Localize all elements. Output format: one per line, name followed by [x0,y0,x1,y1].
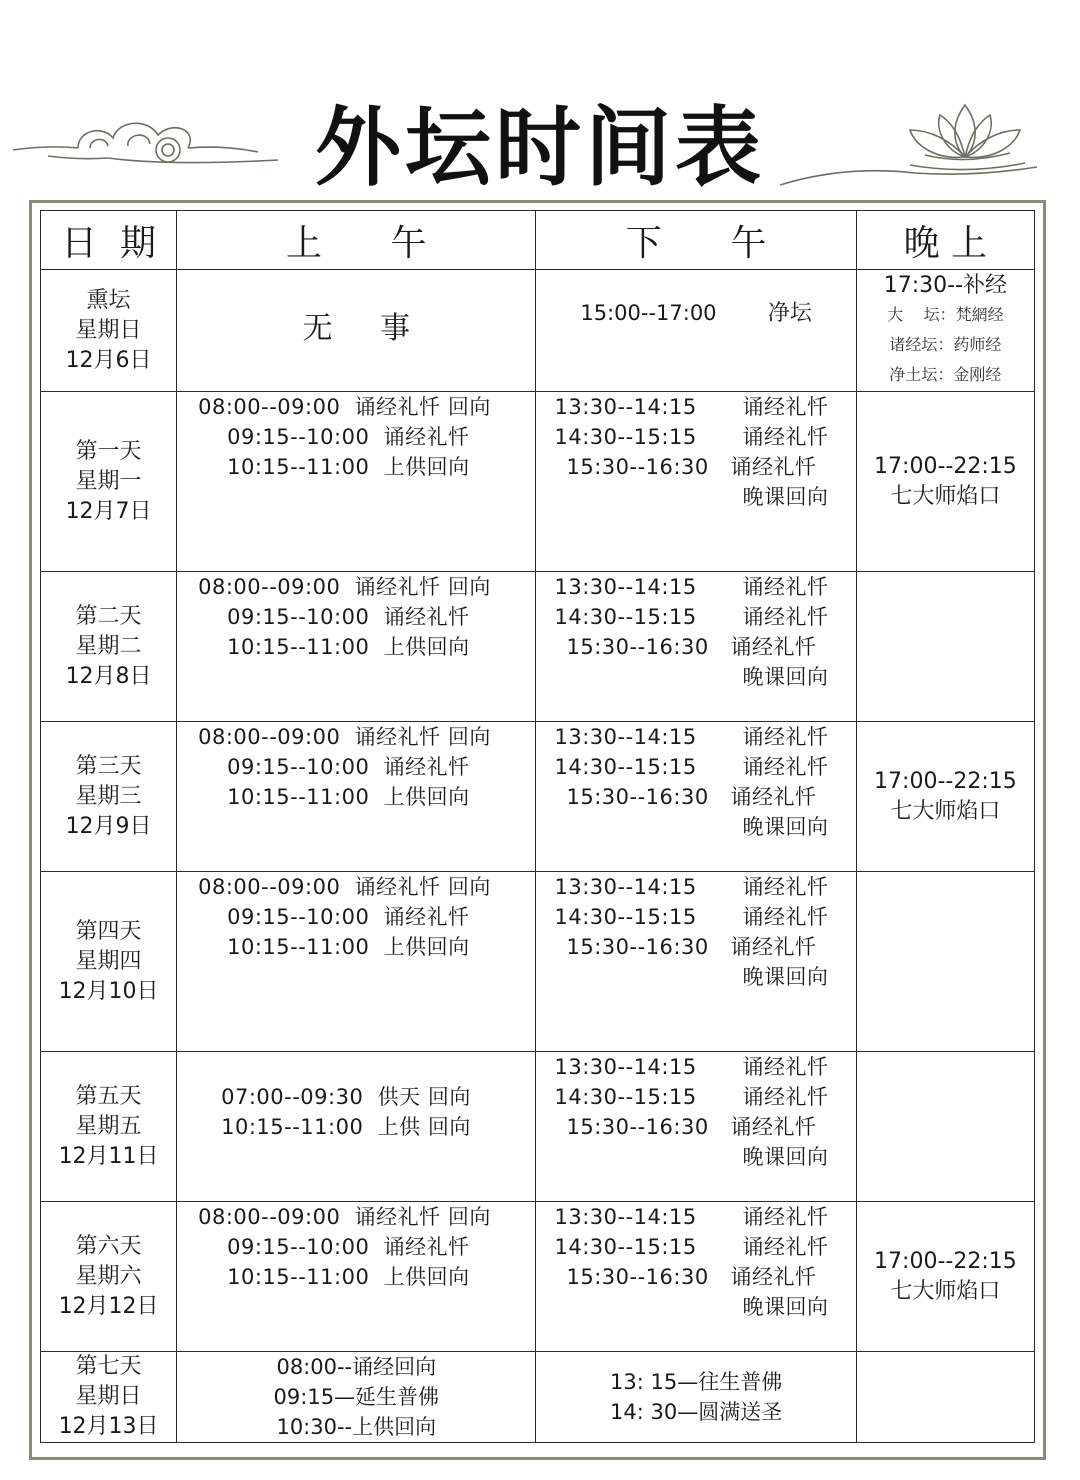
afternoon-cell [536,392,856,572]
morning-cell [177,722,536,872]
date-label: 12月8日 [65,663,152,689]
morning-line: 09:15--10:00 诵经礼忏 [227,425,470,449]
afternoon-cell [536,872,856,1052]
day-label: 第二天 [75,603,142,629]
morning-cell [177,572,536,722]
date-cell [41,1202,177,1352]
table-row [41,722,1035,872]
afternoon-time: 13:30--14:15 [554,1205,697,1229]
afternoon-cell [536,572,856,722]
day-label: 第四天 [75,918,142,944]
evening-cell [856,872,1034,1052]
weekday-label: 星期四 [75,948,142,974]
afternoon-event: 诵经礼忏 [742,1085,829,1109]
date-label: 12月10日 [58,978,159,1004]
date-label: 12月13日 [58,1414,159,1439]
evening-cell [856,722,1034,872]
afternoon-time: 15:30--16:30 [566,935,709,959]
table-row [41,1352,1035,1443]
date-label: 12月11日 [58,1143,159,1169]
evening-event: 七大师焰口 [890,483,1001,509]
schedule-table [40,210,1035,1443]
afternoon-time: 15:30--16:30 [566,785,709,809]
afternoon-time: 13:30--14:15 [554,575,697,599]
header-morning: 上 午 [177,211,536,270]
afternoon-event: 诵经礼忏 [742,395,829,419]
afternoon-cell [536,1352,856,1443]
morning-line: 09:15--10:00 诵经礼忏 [227,755,470,779]
afternoon-time: 15:30--16:30 [566,1265,709,1289]
morning-line: 10:15--11:00 上供回向 [227,455,470,479]
afternoon-event: 晚课回向 [742,1295,829,1319]
morning-line: 09:15--10:00 诵经礼忏 [227,1235,470,1259]
evening-time: 17:00--22:15 [874,1248,1017,1274]
table-row [41,1052,1035,1202]
weekday-label: 星期日 [75,1384,142,1409]
afternoon-event: 晚课回向 [742,965,829,989]
morning-lines [177,872,535,1050]
afternoon-line: 14: 30—圆满送圣 [610,1400,783,1424]
afternoon-time: 13:30--14:15 [554,395,697,419]
day-label: 熏坛 [86,287,131,313]
evening-cell [856,1052,1034,1202]
afternoon-event: 晚课回向 [742,815,829,839]
date-cell [41,270,177,392]
morning-cell [177,270,536,392]
morning-lines [177,572,535,720]
afternoon-time: 15:30--16:30 [566,1115,709,1139]
weekday-label: 星期一 [75,468,142,494]
evening-event: 七大师焰口 [890,798,1001,824]
afternoon-lines [536,572,855,720]
afternoon-event: 诵经礼忏 [742,1205,829,1229]
afternoon-time: 14:30--15:15 [554,1085,697,1109]
afternoon-event: 诵经礼忏 [730,1115,817,1139]
afternoon-event: 诵经礼忏 [730,635,817,659]
afternoon-event: 诵经礼忏 [742,875,829,899]
morning-line: 08:00--09:00 诵经礼忏 回向 [198,1205,491,1229]
morning-line: 10:15--11:00 上供 回向 [221,1115,471,1139]
afternoon-time: 14:30--15:15 [554,755,697,779]
morning-line: 09:15--10:00 诵经礼忏 [227,605,470,629]
date-cell [41,572,177,722]
afternoon-line: 13: 15—往生普佛 [610,1370,783,1394]
afternoon-event: 诵经礼忏 [742,575,829,599]
afternoon-event: 诵经礼忏 [742,905,829,929]
morning-cell [177,1352,536,1443]
header-date: 日 期 [41,211,177,270]
morning-line: 10:30--上供回向 [276,1415,437,1439]
evening-time: 17:00--22:15 [874,768,1017,794]
evening-cell [856,572,1034,722]
afternoon-event: 晚课回向 [742,665,829,689]
afternoon-cell [536,722,856,872]
date-label: 12月12日 [58,1293,159,1319]
morning-cell [177,1202,536,1352]
evening-time: 17:00--22:15 [874,453,1017,479]
morning-line: 09:15--10:00 诵经礼忏 [227,905,470,929]
afternoon-cell [536,1202,856,1352]
afternoon-lines [536,722,855,870]
morning-lines [177,392,535,570]
afternoon-event: 诵经礼忏 [742,725,829,749]
morning-line: 08:00--诵经回向 [276,1355,437,1379]
evening-time: 17:30--补经 [883,273,1008,298]
afternoon-time: 13:30--14:15 [554,1055,697,1079]
morning-line: 10:15--11:00 上供回向 [227,635,470,659]
evening-note: 净土坛：金刚经 [889,365,1002,384]
header-row [41,211,1035,270]
afternoon-event: 晚课回向 [742,485,829,509]
weekday-label: 星期日 [75,317,142,343]
weekday-label: 星期六 [75,1263,142,1289]
date-cell [41,1052,177,1202]
date-label: 12月9日 [65,813,152,839]
evening-note: 大 坛：梵網经 [887,305,1004,324]
afternoon-event: 净坛 [767,301,812,326]
afternoon-event: 诵经礼忏 [730,935,817,959]
date-label: 12月6日 [65,347,152,373]
morning-line: 08:00--09:00 诵经礼忏 回向 [198,875,491,899]
afternoon-time: 15:30--16:30 [566,455,709,479]
afternoon-lines [536,1052,855,1200]
afternoon-event: 诵经礼忏 [742,755,829,779]
day-label: 第一天 [75,438,142,464]
table-row [41,1202,1035,1352]
weekday-label: 星期二 [75,633,142,659]
date-cell [41,1352,177,1443]
table-row [41,572,1035,722]
morning-lines [177,1052,535,1200]
afternoon-event: 诵经礼忏 [742,425,829,449]
morning-cell [177,872,536,1052]
afternoon-cell [536,1052,856,1202]
morning-line: 08:00--09:00 诵经礼忏 回向 [198,575,491,599]
morning-line: 08:00--09:00 诵经礼忏 回向 [198,395,491,419]
evening-cell [856,392,1034,572]
afternoon-event: 晚课回向 [742,1145,829,1169]
weekday-label: 星期五 [75,1113,142,1139]
afternoon-event: 诵经礼忏 [730,455,817,479]
page-title: 外坛时间表 [315,97,765,198]
table-row [41,270,1035,392]
morning-lines [177,722,535,870]
morning-cell [177,392,536,572]
day-label: 第五天 [75,1083,142,1109]
afternoon-time: 15:30--16:30 [566,635,709,659]
date-cell [41,722,177,872]
day-label: 第三天 [75,753,142,779]
morning-line: 10:15--11:00 上供回向 [227,1265,470,1289]
afternoon-cell [536,270,856,392]
afternoon-time: 14:30--15:15 [554,1235,697,1259]
afternoon-time: 14:30--15:15 [554,905,697,929]
evening-event: 七大师焰口 [890,1278,1001,1304]
date-cell [41,872,177,1052]
afternoon-lines [536,392,855,570]
morning-line: 10:15--11:00 上供回向 [227,935,470,959]
afternoon-event: 诵经礼忏 [742,605,829,629]
table-row [41,392,1035,572]
morning-line: 08:00--09:00 诵经礼忏 回向 [198,725,491,749]
afternoon-time: 13:30--14:15 [554,725,697,749]
afternoon-lines [536,872,855,1050]
morning-cell [177,1052,536,1202]
afternoon-time: 14:30--15:15 [554,425,697,449]
date-label: 12月7日 [65,498,152,524]
afternoon-event: 诵经礼忏 [742,1235,829,1259]
evening-cell [856,1352,1034,1443]
morning-lines [177,1202,535,1350]
afternoon-time: 14:30--15:15 [554,605,697,629]
afternoon-time: 13:30--14:15 [554,875,697,899]
day-label: 第六天 [75,1233,142,1259]
afternoon-time: 15:00--17:00 [580,301,717,325]
afternoon-event: 诵经礼忏 [742,1055,829,1079]
afternoon-event: 诵经礼忏 [730,1265,817,1289]
evening-cell [856,1202,1034,1352]
day-label: 第七天 [75,1354,142,1379]
weekday-label: 星期三 [75,783,142,809]
header-evening: 晚 上 [856,211,1034,270]
date-cell [41,392,177,572]
evening-cell [856,270,1034,392]
evening-note: 诸经坛：药师经 [889,335,1002,354]
table-row [41,872,1035,1052]
morning-line: 07:00--09:30 供天 回向 [221,1085,471,1109]
morning-event: 无 事 [302,311,411,346]
morning-line: 09:15—延生普佛 [273,1385,440,1409]
afternoon-event: 诵经礼忏 [730,785,817,809]
afternoon-lines [536,1202,855,1350]
header-afternoon: 下 午 [536,211,856,270]
morning-line: 10:15--11:00 上供回向 [227,785,470,809]
